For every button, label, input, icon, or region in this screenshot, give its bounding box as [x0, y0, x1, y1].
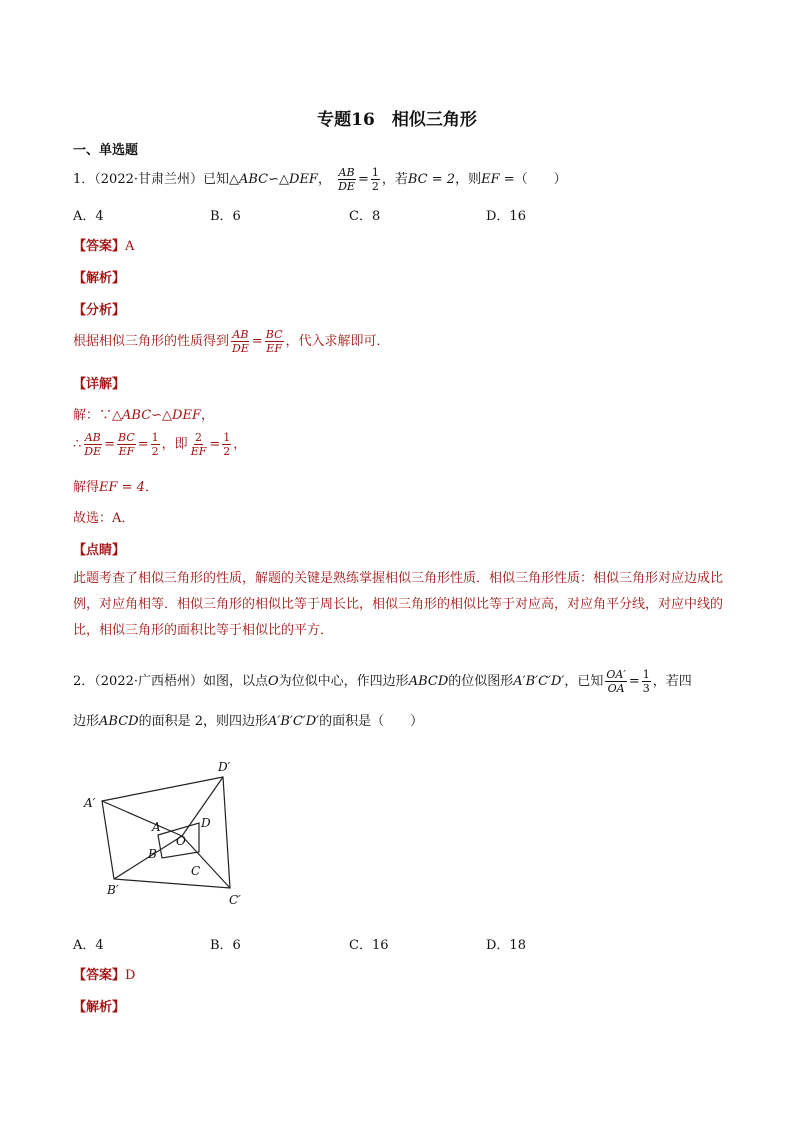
q2-stem-line-2: [73, 710, 423, 729]
q1-sol2-frac-4: [190, 431, 208, 458]
q1-fraction-half: [371, 166, 380, 193]
q2-line2-pre: 边形: [73, 714, 100, 729]
q1-sol3-pre: 解得: [73, 480, 100, 495]
q2-fraction-oa: [605, 668, 626, 695]
q1-sol3-math: EF = 4: [99, 480, 145, 495]
q1-answer-tag: 【答案】: [73, 239, 126, 254]
label-c-prime: C′: [229, 893, 241, 907]
q2-answer-value: D: [125, 968, 136, 983]
q1-bc: BC = 2: [407, 172, 456, 187]
q1-option-b: B．6: [210, 209, 241, 224]
q1-sol2-frac-1: [83, 431, 102, 458]
q1-solution-line-2: ∴ $\frac{AB}{DE}$ = $\frac{BC}{EF}$ = $\frac{1}{2}$ ，即 $\frac{2}{EF}$ = $\frac{1}{2}$ ，: [73, 431, 247, 458]
q1-fenxi-f2-num: BC: [265, 328, 283, 341]
q2-eq: =: [628, 674, 640, 689]
q2-stem-line-1: [73, 668, 692, 695]
page-title: 专题16 相似三角形: [317, 110, 477, 130]
q1-paren: （ ）: [514, 172, 567, 187]
q2-mid3: ，已知: [564, 674, 604, 689]
q2-abcd: ABCD: [408, 674, 449, 689]
q2-mid1: 为位似中心，作四边形: [278, 674, 409, 689]
ray-oc: [182, 836, 230, 888]
q1-comma: ，: [317, 172, 331, 187]
q2-line2-abcd: ABCD: [99, 714, 139, 729]
q2-prefix: 2．（2022·广西梧州）如图，以点: [73, 674, 268, 689]
q1-similar: △ABC∽△DEF: [229, 172, 318, 187]
q1-sol2-f5-den: 2: [223, 445, 231, 458]
q2-line2-mid: 的面积是 2，则四边形: [138, 714, 268, 729]
q2-line2-post: 的面积是（ ）: [319, 714, 424, 729]
q1-sol2-f5-num: 1: [223, 431, 231, 444]
q1-option-c: C．8: [349, 209, 381, 224]
label-d-prime: D′: [218, 760, 231, 774]
q1-fenxi-text: 根据相似三角形的性质得到 $\frac{AB}{DE}$ = $\frac{BC}{EF}$ ，代入求解即可．: [73, 328, 390, 355]
q1-fenxi-post: ，代入求解即可．: [285, 334, 390, 349]
q1-frac-num: AB: [338, 166, 355, 179]
q2-option-b: B．6: [210, 938, 241, 953]
q1-ef: EF =: [481, 172, 515, 187]
q1-sol2-pre: ∴: [73, 437, 82, 452]
q1-sol2-frac-2: [117, 431, 136, 458]
q1-sol2-f1-num: AB: [84, 431, 101, 444]
q2-answer-tag: 【答案】: [73, 968, 126, 983]
q1-fenxi-pre: 根据相似三角形的性质得到: [73, 334, 230, 349]
q1-sol2-f4-num: 2: [195, 431, 203, 444]
ray-oa: [102, 801, 182, 836]
label-o: O: [176, 834, 186, 848]
q1-answer: [73, 235, 134, 254]
q1-answer-value: A: [125, 239, 135, 254]
q1-sol2-f2-num: BC: [118, 431, 135, 444]
q1-sol1-post: ，: [200, 408, 214, 423]
q2-fraction-third: [642, 668, 651, 695]
label-d: D: [201, 816, 211, 830]
q1-solution-line-4: 故选：A．: [73, 511, 135, 526]
q2-mid4: ，若四: [652, 674, 692, 689]
q1-sol1-math: △ABC∽△DEF: [112, 408, 201, 423]
q2-line2-prime: A′B′C′D′: [267, 714, 320, 729]
q1-detail-tag: 【详解】: [73, 377, 126, 392]
q1-half-den: 2: [371, 180, 379, 193]
q1-fenxi-f1-den: DE: [232, 342, 249, 355]
q1-eq: =: [357, 172, 369, 187]
q2-frac-den: OA: [607, 682, 625, 695]
label-b: B: [148, 847, 157, 861]
q2-analysis-tag: 【解析】: [73, 1000, 126, 1015]
q1-sol2-frac-5: [222, 431, 231, 458]
q2-option-a: A．4: [73, 938, 104, 953]
q1-fenxi-tag: 【分析】: [73, 303, 126, 318]
q2-third-num: 1: [642, 668, 650, 681]
q1-comment-text: 此题考查了相似三角形的性质，解题的关键是熟练掌握相似三角形性质．相似三角形性质：相似三角形对应边成比例，对应角相等．相似三角形的相似比等于周长比，相似三角形的相似比等于对应高，对应角平分线，对应中线的比，相似三角形的面积比等于相似比的平方．: [73, 571, 724, 638]
q2-option-c: C．16: [349, 938, 389, 953]
q1-fenxi-f1-num: AB: [232, 328, 249, 341]
q1-mid: ，若: [381, 172, 408, 187]
q1-sol2-f3-num: 1: [151, 431, 159, 444]
q1-sol2-f1-den: DE: [84, 445, 102, 458]
q1-solution-line-1: [73, 404, 214, 423]
q1-prefix: 1．（2022·甘肃兰州）已知: [73, 172, 229, 187]
q1-sol2-mid: ，即: [161, 437, 188, 452]
q2-answer: [73, 964, 135, 983]
q1-sol3-post: ．: [144, 480, 158, 495]
q1-comment-tag: 【点睛】: [73, 543, 126, 558]
q2-o: O: [268, 674, 279, 689]
q2-third-den: 3: [642, 682, 650, 695]
q1-solution-line-3: [73, 476, 158, 495]
q2-mid2: 的位似图形: [448, 674, 514, 689]
q1-sol2-f2-den: EF: [118, 445, 135, 458]
q1-option-a: A．4: [73, 209, 104, 224]
q1-sol1-pre: 解：∵: [73, 408, 113, 423]
label-b-prime: B′: [107, 883, 119, 897]
label-c: C: [191, 864, 201, 878]
q1-frac-den: DE: [338, 180, 355, 193]
q1-sol2-f4-den: EF: [190, 445, 207, 458]
q1-fraction-ab-de: [337, 166, 356, 193]
q1-sol2-frac-3: [151, 431, 160, 458]
q2-option-d: D．18: [486, 938, 526, 953]
q1-analysis-tag: 【解析】: [73, 271, 126, 286]
q2-abcd-prime: A′B′C′D′: [513, 674, 565, 689]
q1-fenxi-frac-1: [231, 328, 250, 355]
q1-option-d: D．16: [486, 209, 526, 224]
label-a-prime: A′: [84, 796, 96, 810]
section-heading: 一、单选题: [73, 143, 139, 158]
q1-stem: [73, 166, 567, 193]
label-a: A: [152, 820, 161, 834]
homothety-figure: [70, 752, 260, 912]
q1-sol2-f3-den: 2: [151, 445, 159, 458]
q1-sol2-post: ，: [233, 437, 247, 452]
q2-frac-num: OA′: [606, 668, 626, 681]
q1-half-num: 1: [371, 166, 379, 179]
q1-fenxi-f2-den: EF: [266, 342, 282, 355]
q1-fenxi-frac-2: [265, 328, 284, 355]
q1-then: ，则: [455, 172, 482, 187]
